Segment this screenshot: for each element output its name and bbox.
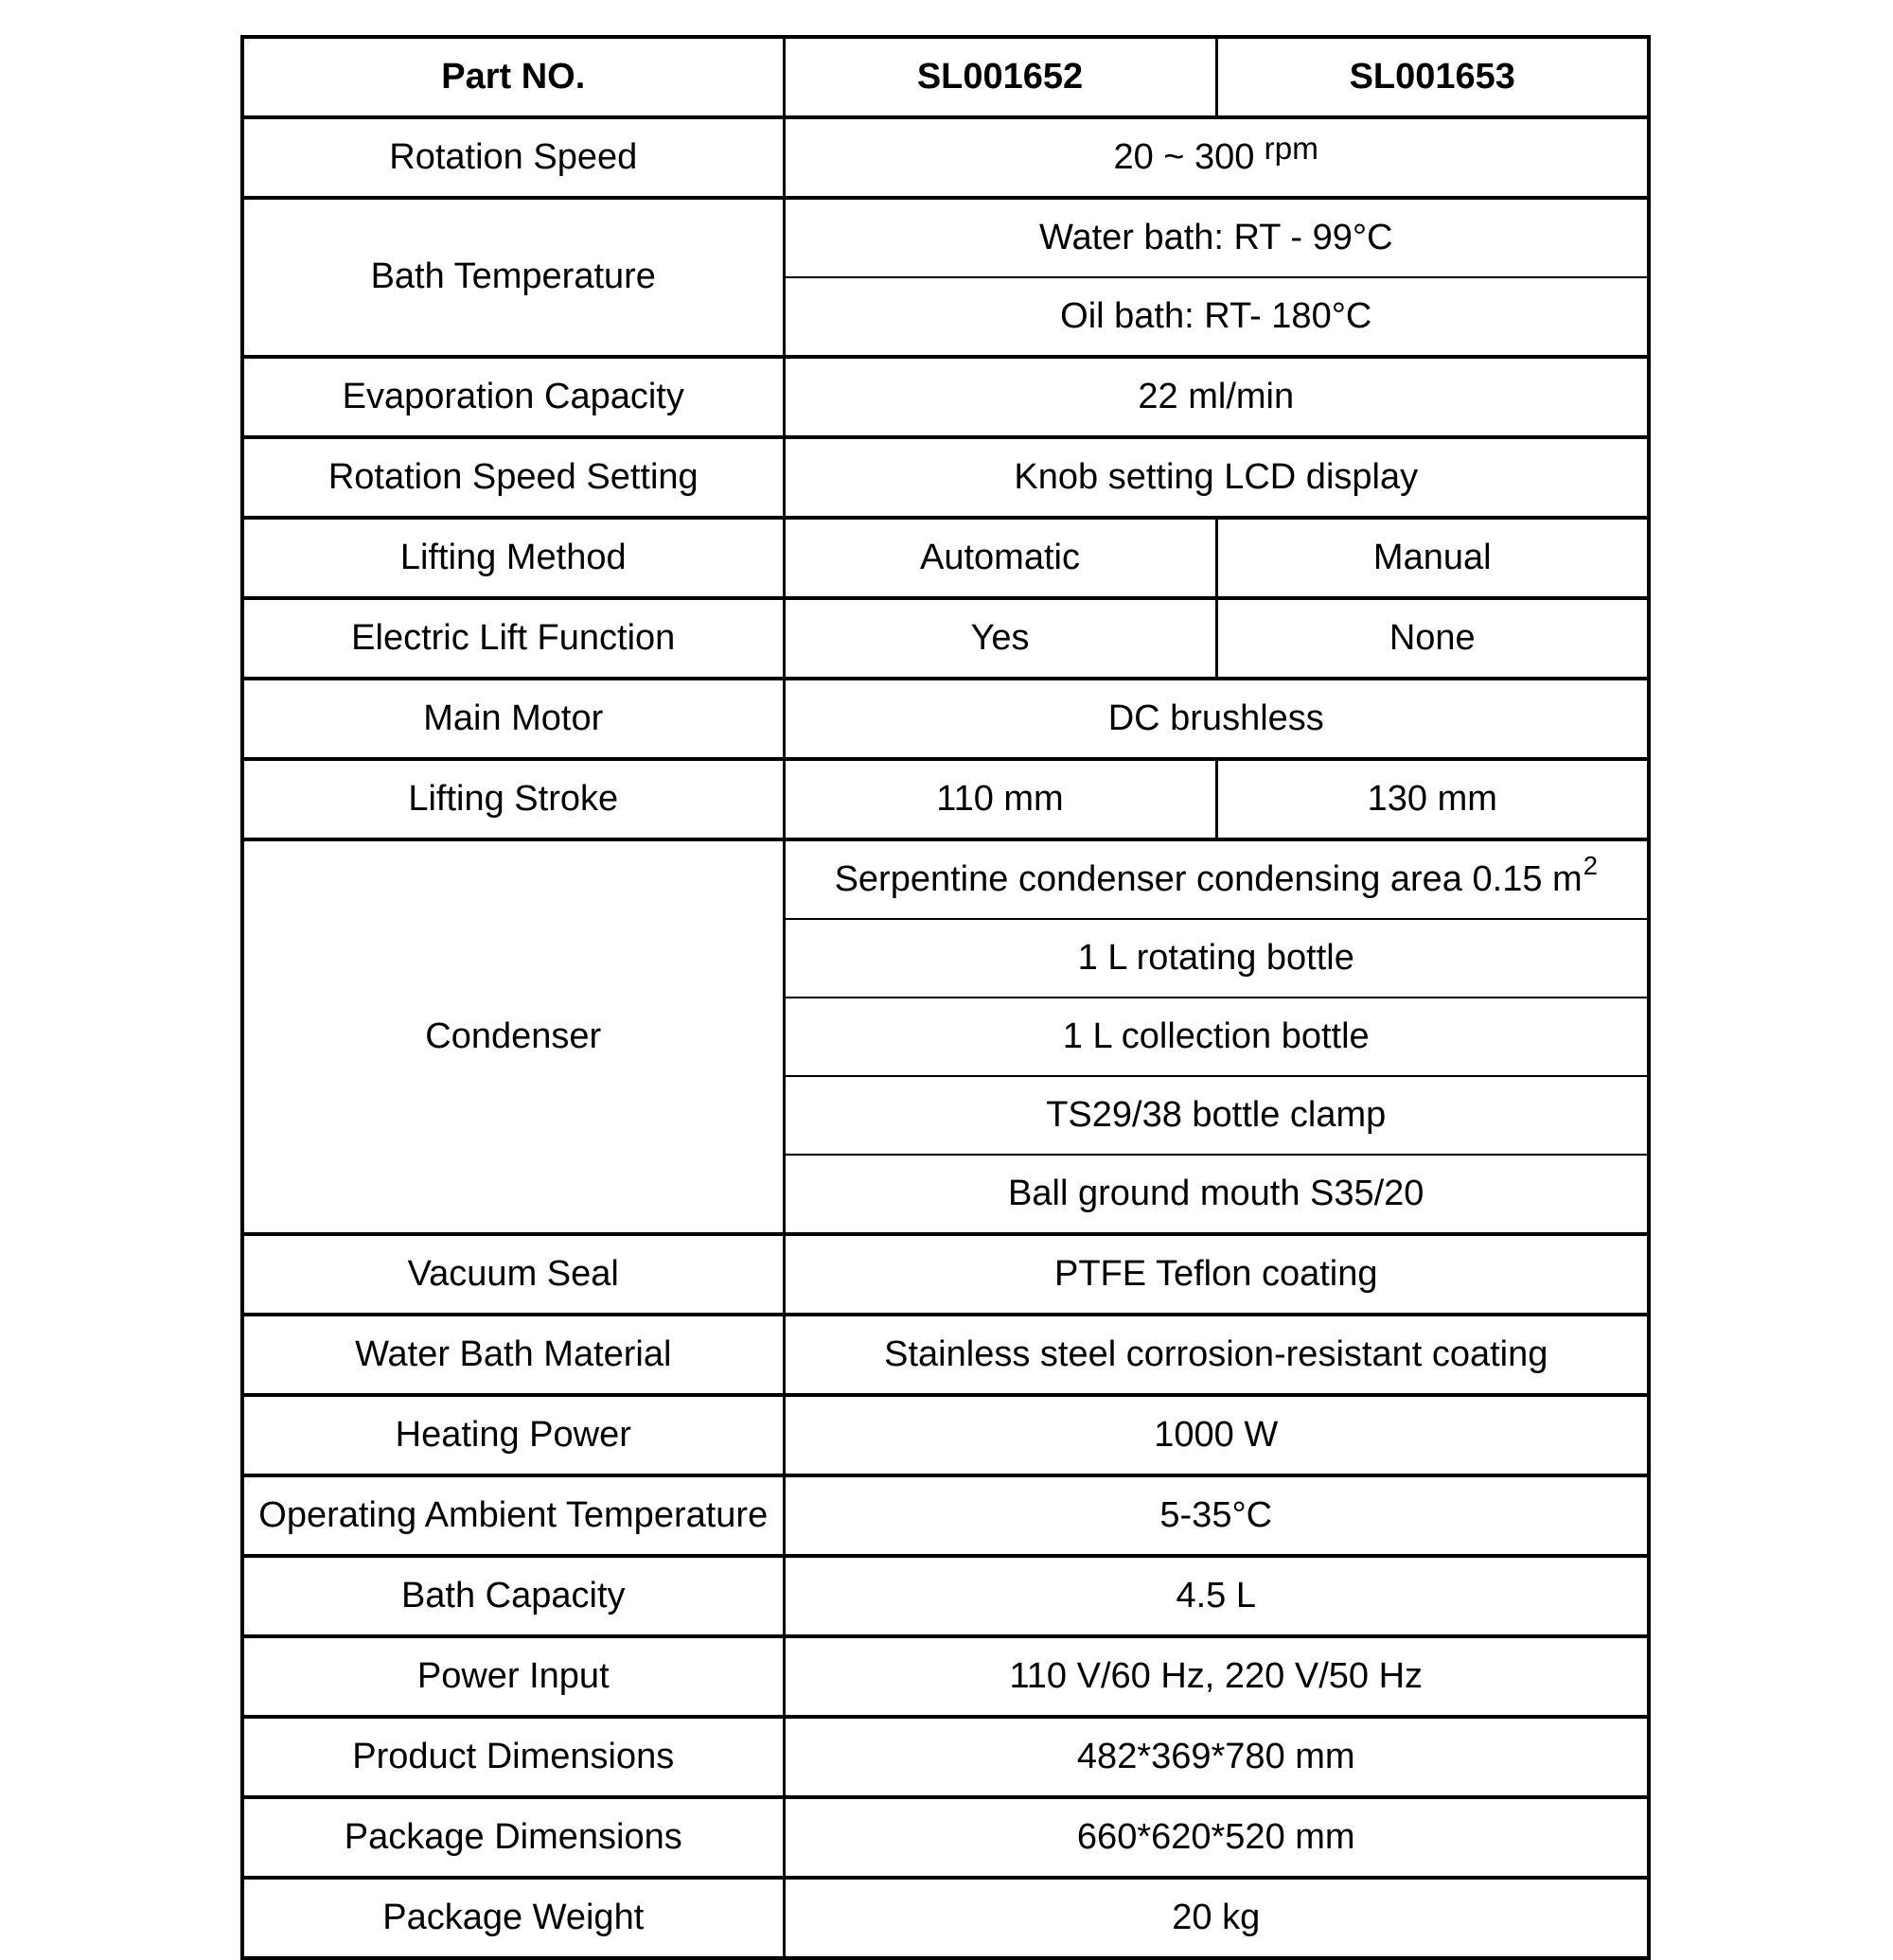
condenser-item-1-superscript: 2 — [1583, 850, 1598, 880]
power-input-value: 110 V/60 Hz, 220 V/50 Hz — [784, 1636, 1649, 1717]
lifting-stroke-model-b: 130 mm — [1216, 759, 1649, 839]
table-row — [242, 1475, 1649, 1556]
lifting-method-model-b: Manual — [1216, 518, 1649, 598]
condenser-item-1-text: Serpentine condenser condensing area 0.15 m — [834, 858, 1583, 899]
water-bath-material-label: Water Bath Material — [242, 1315, 784, 1395]
operating-ambient-temperature-label: Operating Ambient Temperature — [242, 1475, 784, 1556]
bath-capacity-value: 4.5 L — [784, 1556, 1649, 1636]
evaporation-capacity-label: Evaporation Capacity — [242, 357, 784, 437]
electric-lift-function-model-b: None — [1216, 598, 1649, 679]
table-row — [242, 1878, 1649, 1958]
table-row — [242, 1636, 1649, 1717]
header-model-b: SL001653 — [1216, 37, 1649, 117]
table-row — [242, 598, 1649, 679]
condenser-label: Condenser — [242, 839, 784, 1234]
table-row — [242, 198, 1649, 277]
vacuum-seal-label: Vacuum Seal — [242, 1234, 784, 1315]
electric-lift-function-model-a: Yes — [784, 598, 1216, 679]
table-row — [242, 357, 1649, 437]
package-dimensions-value: 660*620*520 mm — [784, 1797, 1649, 1878]
power-input-label: Power Input — [242, 1636, 784, 1717]
rotation-speed-label: Rotation Speed — [242, 117, 784, 198]
heating-power-label: Heating Power — [242, 1395, 784, 1475]
condenser-item-3: 1 L collection bottle — [784, 998, 1649, 1076]
heating-power-value: 1000 W — [784, 1395, 1649, 1475]
bath-temperature-oil-value: Oil bath: RT- 180°C — [784, 277, 1649, 357]
table-row — [242, 117, 1649, 198]
product-dimensions-value: 482*369*780 mm — [784, 1717, 1649, 1797]
table-row — [242, 839, 1649, 919]
rotation-speed-unit: rpm — [1264, 132, 1319, 168]
bath-temperature-water-value: Water bath: RT - 99°C — [784, 198, 1649, 277]
vacuum-seal-value: PTFE Teflon coating — [784, 1234, 1649, 1315]
lifting-method-label: Lifting Method — [242, 518, 784, 598]
rotation-speed-value — [784, 117, 1649, 198]
main-motor-label: Main Motor — [242, 679, 784, 759]
main-motor-value: DC brushless — [784, 679, 1649, 759]
lifting-method-model-a: Automatic — [784, 518, 1216, 598]
table-row — [242, 437, 1649, 518]
condenser-item-5: Ball ground mouth S35/20 — [784, 1155, 1649, 1234]
condenser-item-2: 1 L rotating bottle — [784, 919, 1649, 998]
package-dimensions-label: Package Dimensions — [242, 1797, 784, 1878]
electric-lift-function-label: Electric Lift Function — [242, 598, 784, 679]
rotation-speed-setting-label: Rotation Speed Setting — [242, 437, 784, 518]
product-dimensions-label: Product Dimensions — [242, 1717, 784, 1797]
table-row — [242, 37, 1649, 117]
product-spec-table — [240, 35, 1651, 1960]
table-row — [242, 679, 1649, 759]
bath-temperature-label: Bath Temperature — [242, 198, 784, 357]
table-row — [242, 1315, 1649, 1395]
table-row — [242, 518, 1649, 598]
rotation-speed-setting-value: Knob setting LCD display — [784, 437, 1649, 518]
condenser-item-1 — [784, 839, 1649, 919]
evaporation-capacity-value: 22 ml/min — [784, 357, 1649, 437]
water-bath-material-value: Stainless steel corrosion-resistant coating — [784, 1315, 1649, 1395]
header-model-a: SL001652 — [784, 37, 1216, 117]
header-part-no-label: Part NO. — [242, 37, 784, 117]
lifting-stroke-model-a: 110 mm — [784, 759, 1216, 839]
package-weight-value: 20 kg — [784, 1878, 1649, 1958]
table-row — [242, 1395, 1649, 1475]
table-row — [242, 1234, 1649, 1315]
bath-capacity-label: Bath Capacity — [242, 1556, 784, 1636]
table-row — [242, 1797, 1649, 1878]
condenser-item-4: TS29/38 bottle clamp — [784, 1076, 1649, 1155]
table-row — [242, 759, 1649, 839]
operating-ambient-temperature-value: 5-35°C — [784, 1475, 1649, 1556]
package-weight-label: Package Weight — [242, 1878, 784, 1958]
lifting-stroke-label: Lifting Stroke — [242, 759, 784, 839]
rotation-speed-range: 20 ~ 300 — [1113, 136, 1255, 177]
table-row — [242, 1556, 1649, 1636]
table-row — [242, 1717, 1649, 1797]
